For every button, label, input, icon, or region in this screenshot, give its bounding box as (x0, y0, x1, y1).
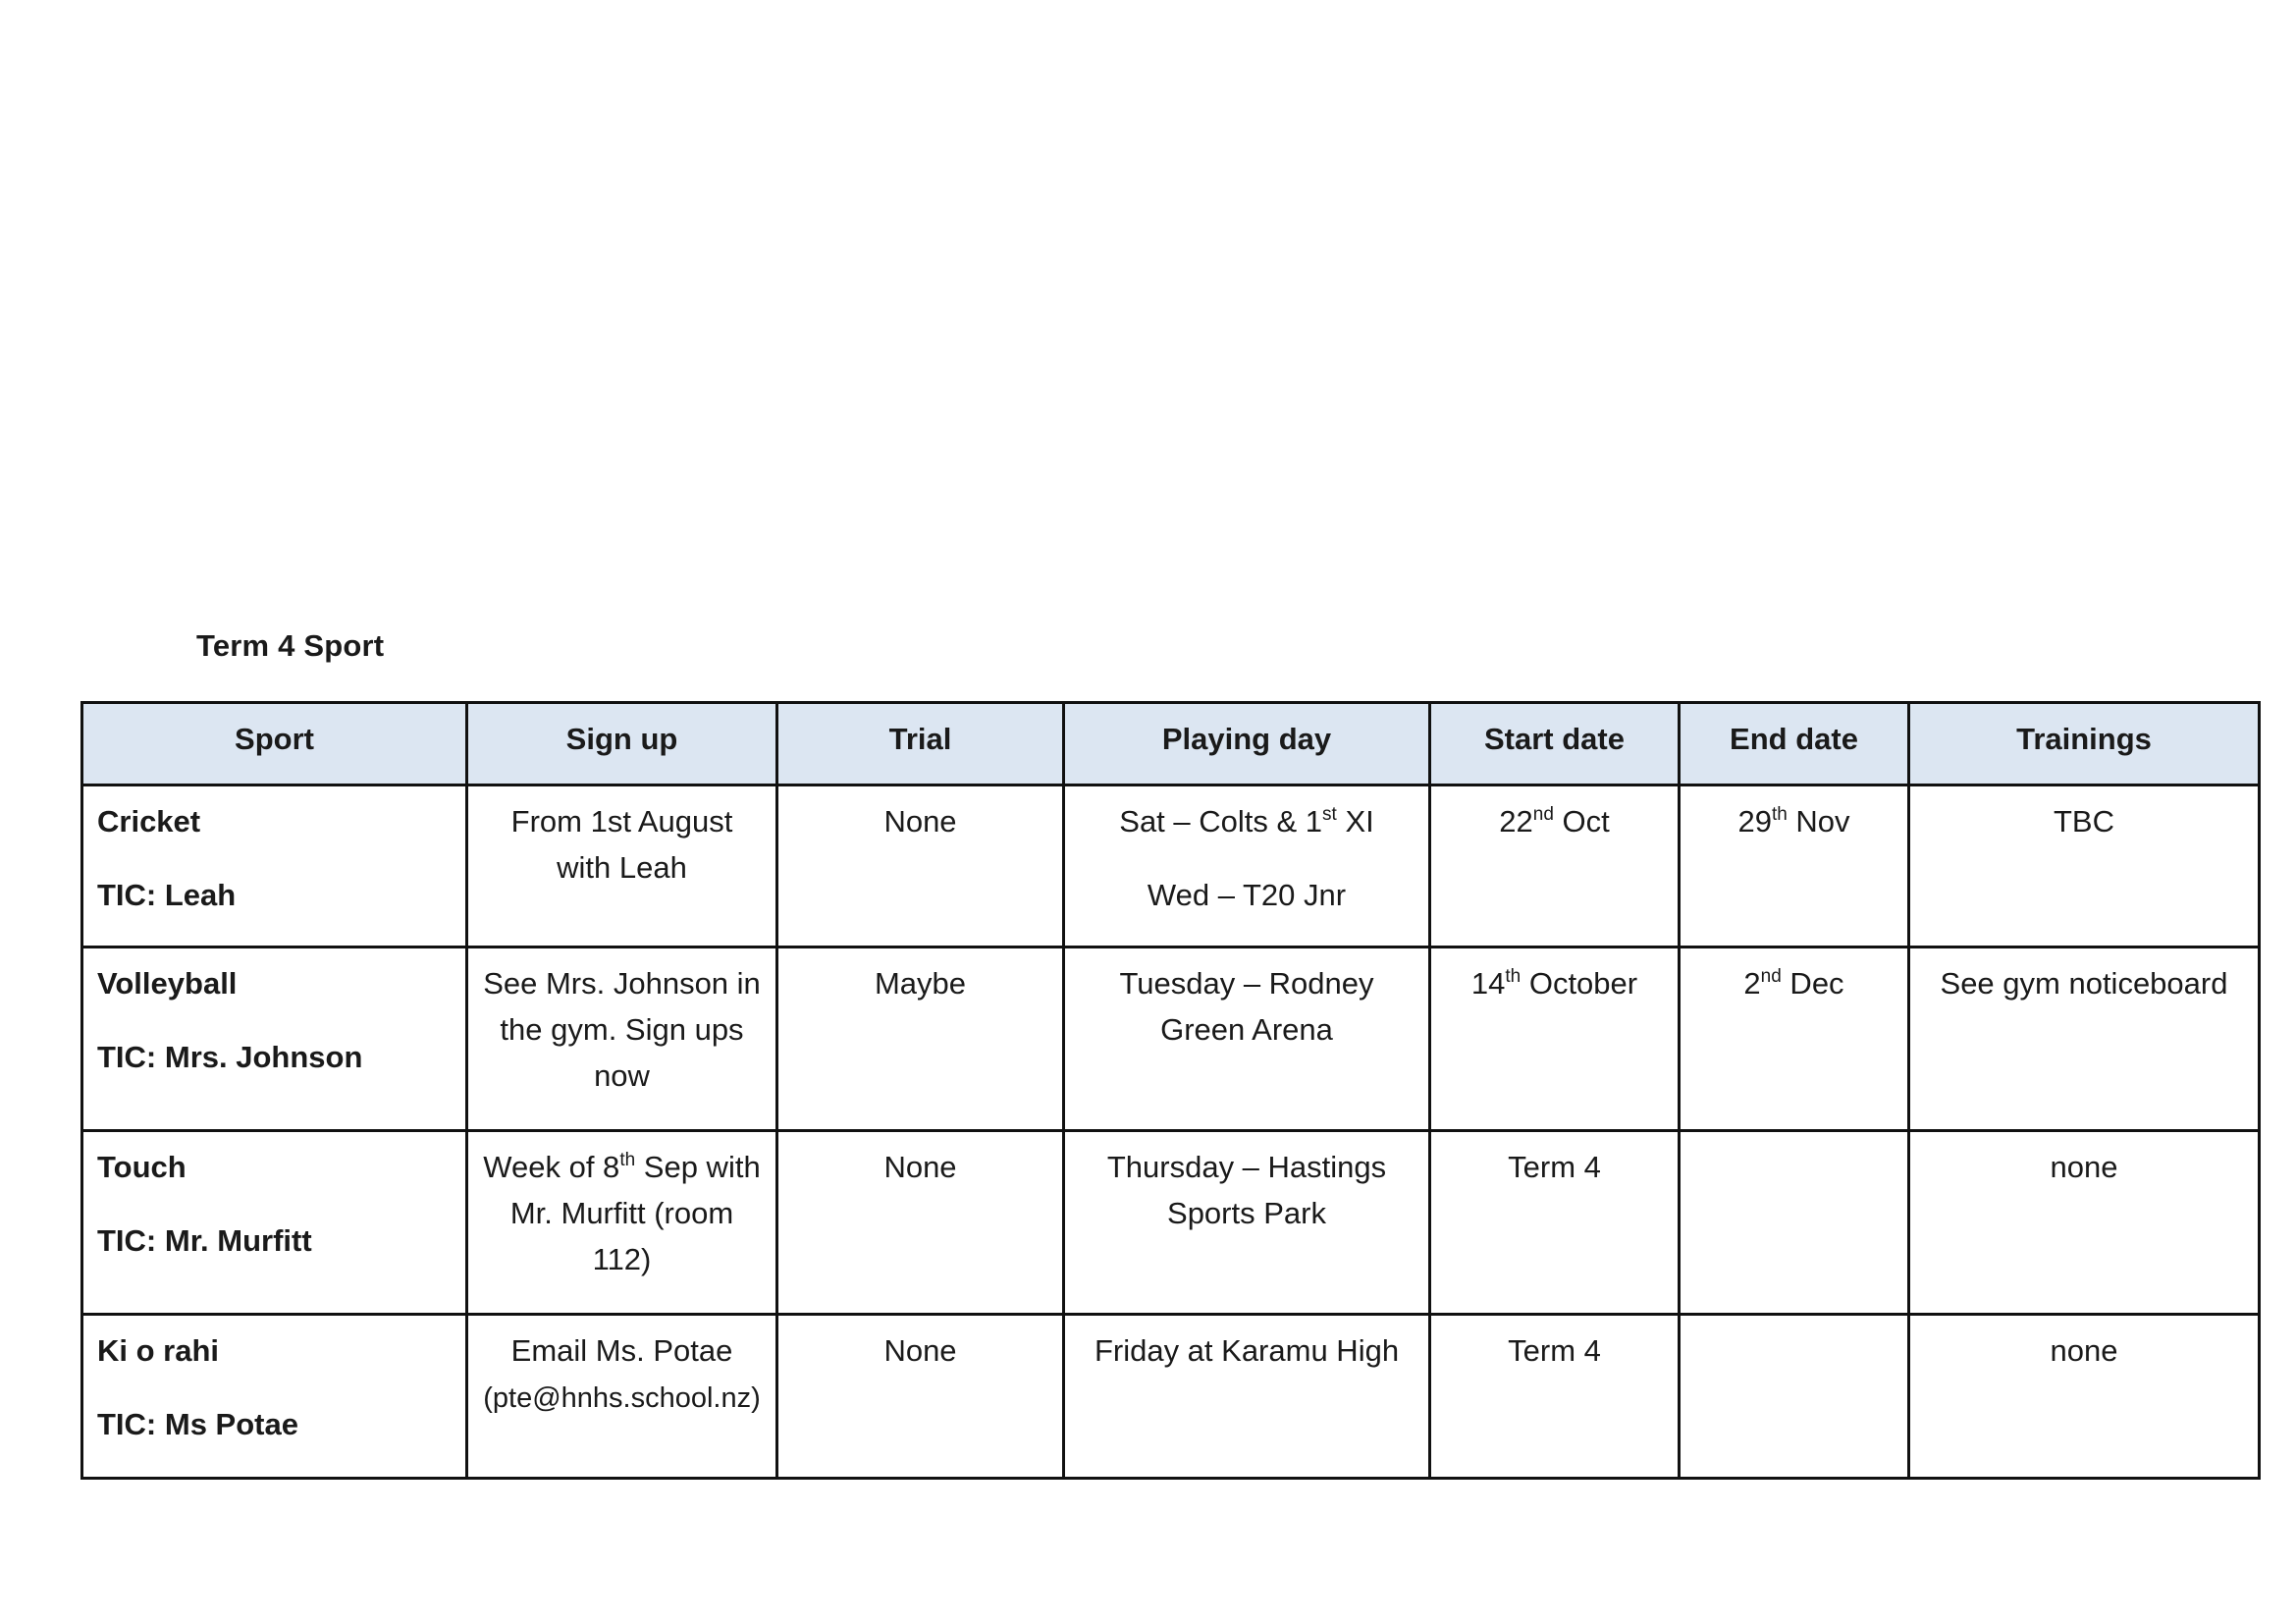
table-row (82, 947, 2260, 1131)
sign-up-text: Week of 8 (483, 1150, 620, 1184)
table-header-row (82, 703, 2260, 785)
start-date-text: Term 4 (1508, 1333, 1601, 1368)
sport-cell (82, 785, 467, 947)
sport-schedule-table (80, 701, 2261, 1480)
teacher-in-charge: TIC: Leah (97, 878, 237, 912)
sport-name: Ki o rahi (97, 1333, 220, 1368)
start-date-day: 22 (1499, 804, 1533, 839)
sign-up-cell (467, 785, 777, 947)
end-date-month: Dec (1781, 966, 1844, 1001)
column-header-trainings: Trainings (1909, 703, 2260, 785)
start-date-text: Term 4 (1508, 1150, 1601, 1184)
ordinal-suffix: th (1771, 804, 1788, 825)
start-date-cell (1430, 947, 1680, 1131)
trainings-cell (1909, 785, 2260, 947)
start-date-cell (1430, 1315, 1680, 1479)
column-header-playing-day: Playing day (1064, 703, 1430, 785)
sign-up-text: See Mrs. Johnson in the gym. Sign ups now (483, 966, 761, 1093)
ordinal-suffix: th (619, 1150, 636, 1170)
ordinal-suffix: th (1505, 966, 1522, 987)
start-date-month: October (1521, 966, 1638, 1001)
sign-up-email: (pte@hnhs.school.nz) (483, 1382, 761, 1414)
table-row (82, 785, 2260, 947)
playing-day-line-2: Wed – T20 Jnr (1147, 878, 1347, 912)
sign-up-text: From 1st August with Leah (510, 804, 733, 885)
end-date-month: Nov (1787, 804, 1850, 839)
playing-day-cell (1064, 1315, 1430, 1479)
trial-text: None (883, 804, 957, 839)
start-date-month: Oct (1553, 804, 1610, 839)
trial-text: Maybe (874, 966, 967, 1001)
trainings-cell (1909, 1315, 2260, 1479)
start-date-day: 14 (1470, 966, 1506, 1001)
trial-text: None (883, 1333, 957, 1368)
playing-day-text: Thursday – Hastings Sports Park (1106, 1150, 1387, 1230)
sport-cell (82, 1315, 467, 1479)
sport-name: Volleyball (97, 966, 238, 1001)
playing-day-text: Tuesday – Rodney Green Arena (1119, 966, 1374, 1047)
sign-up-cell (467, 1315, 777, 1479)
trainings-text: none (2050, 1333, 2118, 1368)
end-date-day: 2 (1743, 966, 1761, 1001)
sign-up-text-suffix: Sep with Mr. Murfitt (room 112) (509, 1150, 761, 1276)
trial-cell (777, 1315, 1064, 1479)
trial-cell (777, 1131, 1064, 1315)
trainings-cell (1909, 1131, 2260, 1315)
sport-name: Cricket (97, 804, 201, 839)
column-header-sport: Sport (82, 703, 467, 785)
ordinal-suffix: nd (1532, 804, 1554, 825)
trainings-cell (1909, 947, 2260, 1131)
ordinal-suffix: nd (1760, 966, 1782, 987)
trial-cell (777, 785, 1064, 947)
teacher-in-charge: TIC: Mr. Murfitt (97, 1223, 312, 1258)
end-date-cell (1680, 1315, 1909, 1479)
column-header-sign-up: Sign up (467, 703, 777, 785)
teacher-in-charge: TIC: Ms Potae (97, 1407, 298, 1441)
playing-day-line-1-suffix: XI (1336, 804, 1374, 839)
playing-day-cell (1064, 785, 1430, 947)
end-date-cell (1680, 785, 1909, 947)
sign-up-text: Email Ms. Potae (510, 1333, 733, 1368)
sport-cell (82, 1131, 467, 1315)
sign-up-cell (467, 947, 777, 1131)
table-row (82, 1315, 2260, 1479)
table-row (82, 1131, 2260, 1315)
end-date-day: 29 (1737, 804, 1772, 839)
column-header-trial: Trial (777, 703, 1064, 785)
playing-day-line-1-text: Sat – Colts & 1 (1119, 804, 1323, 839)
trial-cell (777, 947, 1064, 1131)
teacher-in-charge: TIC: Mrs. Johnson (97, 1040, 363, 1074)
page-title: Term 4 Sport (196, 628, 385, 663)
playing-day-text: Friday at Karamu High (1094, 1333, 1400, 1368)
playing-day-line-1 (1119, 804, 1373, 839)
trial-text: None (883, 1150, 957, 1184)
sign-up-cell (467, 1131, 777, 1315)
trainings-text: See gym noticeboard (1940, 966, 2228, 1001)
start-date-cell (1430, 1131, 1680, 1315)
start-date-cell (1430, 785, 1680, 947)
column-header-start-date: Start date (1430, 703, 1680, 785)
playing-day-cell (1064, 947, 1430, 1131)
trainings-text: TBC (2054, 804, 2114, 839)
end-date-cell (1680, 1131, 1909, 1315)
playing-day-cell (1064, 1131, 1430, 1315)
sport-cell (82, 947, 467, 1131)
sport-name: Touch (97, 1150, 187, 1184)
trainings-text: none (2050, 1150, 2118, 1184)
column-header-end-date: End date (1680, 703, 1909, 785)
end-date-cell (1680, 947, 1909, 1131)
ordinal-suffix: st (1322, 804, 1337, 825)
